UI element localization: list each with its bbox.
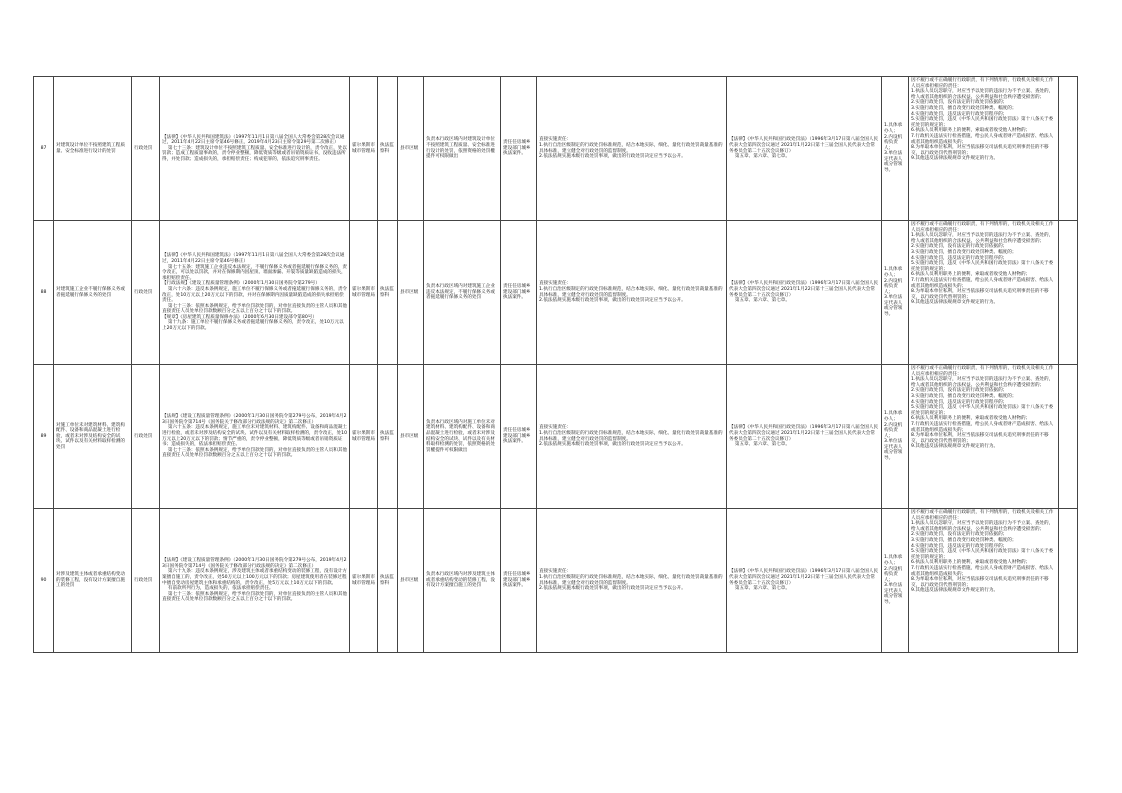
accountability-target: 1.具体承办人； 2.内设机构负责人； 3.单位法定代表人或分管领导。: [882, 509, 909, 653]
item-number: 88: [34, 221, 54, 365]
accountability-basis: 【法律】《中华人民共和国行政处罚法》（1996年3月17日第八届全国人民代表大会第四次会议通过 2021年1月22日第十三届全国人民代表大会常务委员会第二十五次会议修订） 第五章、第六章、第七章。: [727, 221, 882, 365]
accountability-situations: 因不履行或不正确履行行政职责，有下列情形的，行政机关及相关工作人员应承担相应的责任： 1.执法人员玩忽职守，对应当予以处罚的违法行为不予立案、查处的，给人或者其他组织的合法权益、公共利益和社会秩序遭受损害的； 2.实施行政处罚，没有法定的行政处罚依据的； 3.实施行政处罚，擅自改变行政处罚种类、幅度的； 4.实施行政处罚，违反法定的行政处罚程序的； 5.实施行政处罚，违反《中华人民共和国行政处罚法》第十八条关于委托处罚的规定的； 6.执法人员利用职务上的便利，索取或者收受他人财物的； 7.行政机关违法实行检查措施，给公民人身或者财产造成损害、给法人或者其他组织造成损失的； 8.为牟取本单位私利，对应当依法移交司法机关追究刑事责任的不移交，以行政处罚代替刑罚的； 9.其他违反法律法规规章文件规定的行为。: [909, 221, 1059, 365]
accountability-basis: 【法律】《中华人民共和国行政处罚法》（1996年3月17日第八届全国人民代表大会第四次会议通过 2021年1月22日第十三届全国人民代表大会常务委员会第二十五次会议修订） 第五章、第六章、第七章。: [727, 509, 882, 653]
table-body: [34, 77, 1078, 653]
item-name: 对建筑施工企业不履行保修义务或者拖延履行保修义务的处罚: [54, 221, 132, 365]
legal-basis: 【法规】《建设工程质量管理条例》（2000年1月30日国务院令第279号公布，2019年4月23日国务院令第714号《国务院关于修改部分行政法规的决定》第二次修正） 第六十五条：违反本条例规定，施工单位未对建筑材料、建筑构配件、设备和商品混凝土进行检验，或者未对涉及结构安全的试块、试件以及有关材料取样检测的，责令改正，处10万元以上20万元以下的罚款；情节严重的，责令停业整顿，降低资质等级或者吊销资质证书；造成损失的，依法承担赔偿责任。 第七十三条：依照本条例规定，给予单位罚款处罚的，对单位直接负责的主管人员和其他直接责任人员处单位罚款数额百分之五以上百分之十以下的罚款。: [160, 365, 350, 509]
responsibility-content: 负责本行政区域内对涉及建筑主体或者承重结构变动的装修工程，没有设计方案擅自施工的处罚: [424, 509, 501, 653]
duty-responsibility: 直接实施责任： 1.执行自治区级制定的行政处罚标准规范，结合本地实际，细化、量化行政处罚裁量基准的具体标准，建立健全对行政处罚的监督制度。 2.依法依规实施本级行政处罚事项，做出的行政处罚决定应当予以公开。: [537, 509, 727, 653]
remarks-cell: [1059, 221, 1078, 365]
implementing-unit: 执法监察科: [378, 77, 398, 221]
execution-level: 县市区级: [398, 77, 424, 221]
duty-responsibility: 直接实施责任： 1.执行自治区级制定的行政处罚标准规范，结合本地实际，细化、量化行政处罚裁量基准的具体标准，建立健全对行政处罚的监督制度。 2.依法依规实施本级行政处罚事项，做出的行政处罚决定应当予以公开。: [537, 221, 727, 365]
collaboration-dept: 责任任房城乡建设部门城乡执法案件。: [501, 365, 537, 509]
table-row: [34, 509, 1078, 653]
implementing-unit: 执法监察科: [378, 221, 398, 365]
accountability-target: 1.具体承办人； 2.内设机构负责人； 3.单位法定代表人或分管领导。: [882, 221, 909, 365]
accountability-situations: 因不履行或不正确履行行政职责，有下列情形的，行政机关及相关工作人员应承担相应的责任： 1.执法人员玩忽职守，对应当予以处罚的违法行为不予立案、查处的，给人或者其他组织的合法权益、公共利益和社会秩序遭受损害的； 2.实施行政处罚，没有法定的行政处罚依据的； 3.实施行政处罚，擅自改变行政处罚种类、幅度的； 4.实施行政处罚，违反法定的行政处罚程序的； 5.实施行政处罚，违反《中华人民共和国行政处罚法》第十八条关于委托处罚的规定的； 6.执法人员利用职务上的便利，索取或者收受他人财物的； 7.行政机关违法实行检查措施，给公民人身或者财产造成损害、给法人或者其他组织造成损失的； 8.为牟取本单位私利，对应当依法移交司法机关追究刑事责任的不移交，以行政处罚代替刑罚的； 9.其他违反法律法规规章文件规定的行为。: [909, 509, 1059, 653]
execution-level: 县市区级: [398, 221, 424, 365]
collaboration-dept: 责任任房城乡建设部门城乡执法案件。: [501, 509, 537, 653]
accountability-situations: 因不履行或不正确履行行政职责，有下列情形的，行政机关及相关工作人员应承担相应的责任： 1.执法人员玩忽职守，对应当予以处罚的违法行为不予立案、查处的，给人或者其他组织的合法权益、公共利益和社会秩序遭受损害的； 2.实施行政处罚，没有法定的行政处罚依据的； 3.实施行政处罚，擅自改变行政处罚种类、幅度的； 4.实施行政处罚，违反法定的行政处罚程序的； 5.实施行政处罚，违反《中华人民共和国行政处罚法》第十八条关于委托处罚的规定的； 6.执法人员利用职务上的便利，索取或者收受他人财物的； 7.行政机关违法实行检查措施，给公民人身或者财产造成损害、给法人或者其他组织造成损失的； 8.为牟取本单位私利，对应当依法移交司法机关追究刑事责任的不移交，以行政处罚代替刑罚的； 9.其他违反法律法规规章文件规定的行为。: [909, 365, 1059, 509]
implementing-unit: 执法监察科: [378, 509, 398, 653]
accountability-basis: 【法律】《中华人民共和国行政处罚法》（1996年3月17日第八届全国人民代表大会第四次会议通过 2021年1月22日第十三届全国人民代表大会常务委员会第二十五次会议修订） 第五章、第六章、第七章。: [727, 77, 882, 221]
implementing-department: 霍尔果斯市城市管理局: [350, 509, 378, 653]
accountability-target: 1.具体承办人； 2.内设机构负责人； 3.单位法定代表人或分管领导。: [882, 365, 909, 509]
execution-level: 县市区级: [398, 509, 424, 653]
item-name: 对施工单位未对建筑材料、建筑构配件、设备和商品混凝土进行检验，或者未对涉及结构安全的试块、试件以及有关材料取样检测的处罚: [54, 365, 132, 509]
remarks-cell: [1059, 365, 1078, 509]
power-type: 行政处罚: [132, 77, 160, 221]
item-number: 90: [34, 509, 54, 653]
implementing-department: 霍尔果斯市城市管理局: [350, 221, 378, 365]
implementing-department: 霍尔果斯市城市管理局: [350, 77, 378, 221]
execution-level: 县市区级: [398, 365, 424, 509]
power-list-sheet: [33, 76, 1077, 653]
item-number: 89: [34, 365, 54, 509]
table-row: [34, 77, 1078, 221]
item-name: 对涉及建筑主体或者承重结构变动的装修工程，没有设计方案擅自施工的处罚: [54, 509, 132, 653]
implementing-unit: 执法监察科: [378, 365, 398, 509]
legal-basis: 【法规】《建设工程质量管理条例》（2000年1月30日国务院令第279号公布，2019年4月23日国务院令第714号《国务院关于修改部分行政法规的决定》第二次修正） 第六十九条：违反本条例规定，涉及建筑主体或者承重结构变动的装修工程，没有设计方案擅自施工的，责令改正，处50万元以上100万元以下的罚款；房屋建筑使用者在装修过程中擅自变动房屋建筑主体和承重结构的，责令改正，处5万元以上10万元以下的罚款。 有前款所列行为，造成损失的，依法承担赔偿责任。 第七十三条：依照本条例规定，给予单位罚款处罚的，对单位直接负责的主管人员和其他直接责任人员处单位罚款数额百分之五以上百分之十以下的罚款。: [160, 509, 350, 653]
implementing-department: 霍尔果斯市城市管理局: [350, 365, 378, 509]
accountability-situations: 因不履行或不正确履行行政职责，有下列情形的，行政机关及相关工作人员应承担相应的责任： 1.执法人员玩忽职守，对应当予以处罚的违法行为不予立案、查处的，给人或者其他组织的合法权益、公共利益和社会秩序遭受损害的； 2.实施行政处罚，没有法定的行政处罚依据的； 3.实施行政处罚，擅自改变行政处罚种类、幅度的； 4.实施行政处罚，违反法定的行政处罚程序的； 5.实施行政处罚，违反《中华人民共和国行政处罚法》第十八条关于委托处罚的规定的； 6.执法人员利用职务上的便利，索取或者收受他人财物的； 7.行政机关违法实行检查措施，给公民人身或者财产造成损害、给法人或者其他组织造成损失的； 8.为牟取本单位私利，对应当依法移交司法机关追究刑事责任的不移交，以行政处罚代替刑罚的； 9.其他违反法律法规规章文件规定的行为。: [909, 77, 1059, 221]
legal-basis: 【法律】《中华人民共和国建筑法》（1997年11月1日第八届全国人大常委会第28次会议通过，2011年4月22日主席令第46号修正，2019年4月23日主席令第29号第二次修正） 第七十三条：建筑设计单位不按照建筑工程质量、安全标准进行设计的，责令改正，处以罚款；造成工程质量事故的，责令停业整顿，降低资质等级或者吊销资质证书，没收违法所得，并处罚款；造成损失的，承担赔偿责任；构成犯罪的，依法追究刑事责任。: [160, 77, 350, 221]
accountability-target: 1.具体承办人； 2.内设机构负责人； 3.单位法定代表人或分管领导。: [882, 77, 909, 221]
responsibility-content: 负责本行政区域内对建筑设计单位不按照建筑工程质量、安全标准进行设计的处罚，依照资格的处罚權提件可权限做出: [424, 77, 501, 221]
accountability-basis: 【法律】《中华人民共和国行政处罚法》（1996年3月17日第八届全国人民代表大会第四次会议通过 2021年1月22日第十三届全国人民代表大会常务委员会第二十五次会议修订） 第五章、第六章、第七章。: [727, 365, 882, 509]
power-list-table: [33, 76, 1078, 653]
item-number: 87: [34, 77, 54, 221]
duty-responsibility: 直接实施责任： 1.执行自治区级制定的行政处罚标准规范，结合本地实际，细化、量化行政处罚裁量基准的具体标准，建立健全对行政处罚的监督制度。 2.依法依规实施本级行政处罚事项，做出的行政处罚决定应当予以公开。: [537, 77, 727, 221]
collaboration-dept: 责任任房城乡建设部门城乡执法案件。: [501, 221, 537, 365]
collaboration-dept: 责任任房城乡建设部门城乡执法案件。: [501, 77, 537, 221]
item-name: 对建筑设计单位不按照建筑工程质量、安全标准进行设计的处罚: [54, 77, 132, 221]
legal-basis: 【法律】《中华人民共和国建筑法》（1997年11月1日第八届全国人大常委会第28次会议通过，2011年4月22日主席令第46号修正） 第七十五条：建筑施工企业违反本法规定，不履行保修义务或者拖延履行保修义务的，责令改正，可以处以罚款，并对在保修期内因屋顶、墙面渗漏、开裂等质量缺陷造成的损失，承担赔偿责任。 【行政法规】《建设工程质量管理条例》（2000年1月30日国务院令第279号） 第六十六条：违反本条例规定，施工单位不履行保修义务或者拖延履行保修义务的，责令改正，处10万元以上20万元以下的罚款，并对在保修期内因质量缺陷造成的损失承担赔偿责任。 第七十三条：依照本条例规定，给予单位罚款处罚的，对单位直接负责的主管人员和其他直接责任人员处单位罚款数额百分之五以上百分之十以下的罚款。 【规章】《房屋建筑工程质量保修办法》（2000年6月30日建设部令第80号） 第十九条：施工单位不履行保修义务或者拖延履行保修义务的，责令改正，处10万元以上20万元以下的罚款。: [160, 221, 350, 365]
duty-responsibility: 直接实施责任： 1.执行自治区级制定的行政处罚标准规范，结合本地实际，细化、量化行政处罚裁量基准的具体标准，建立健全对行政处罚的监督制度。 2.依法依规实施本级行政处罚事项，做出的行政处罚决定应当予以公开。: [537, 365, 727, 509]
remarks-cell: [1059, 77, 1078, 221]
power-type: 行政处罚: [132, 365, 160, 509]
table-row: [34, 365, 1078, 509]
table-row: [34, 221, 1078, 365]
power-type: 行政处罚: [132, 509, 160, 653]
power-type: 行政处罚: [132, 221, 160, 365]
responsibility-content: 负责本行政区域内对建筑施工企业违反本法规定，不履行保修义务或者拖延履行保修义务的处罚: [424, 221, 501, 365]
remarks-cell: [1059, 509, 1078, 653]
responsibility-content: 负责本行政区域内对施工单位未对建筑材料、建筑构配件、设备和商品混凝土进行检验，或者未对涉及结构安全的试块、试件以及有关材料取样检测的处罚，依照资格的处罚權提件可权限做出: [424, 365, 501, 509]
